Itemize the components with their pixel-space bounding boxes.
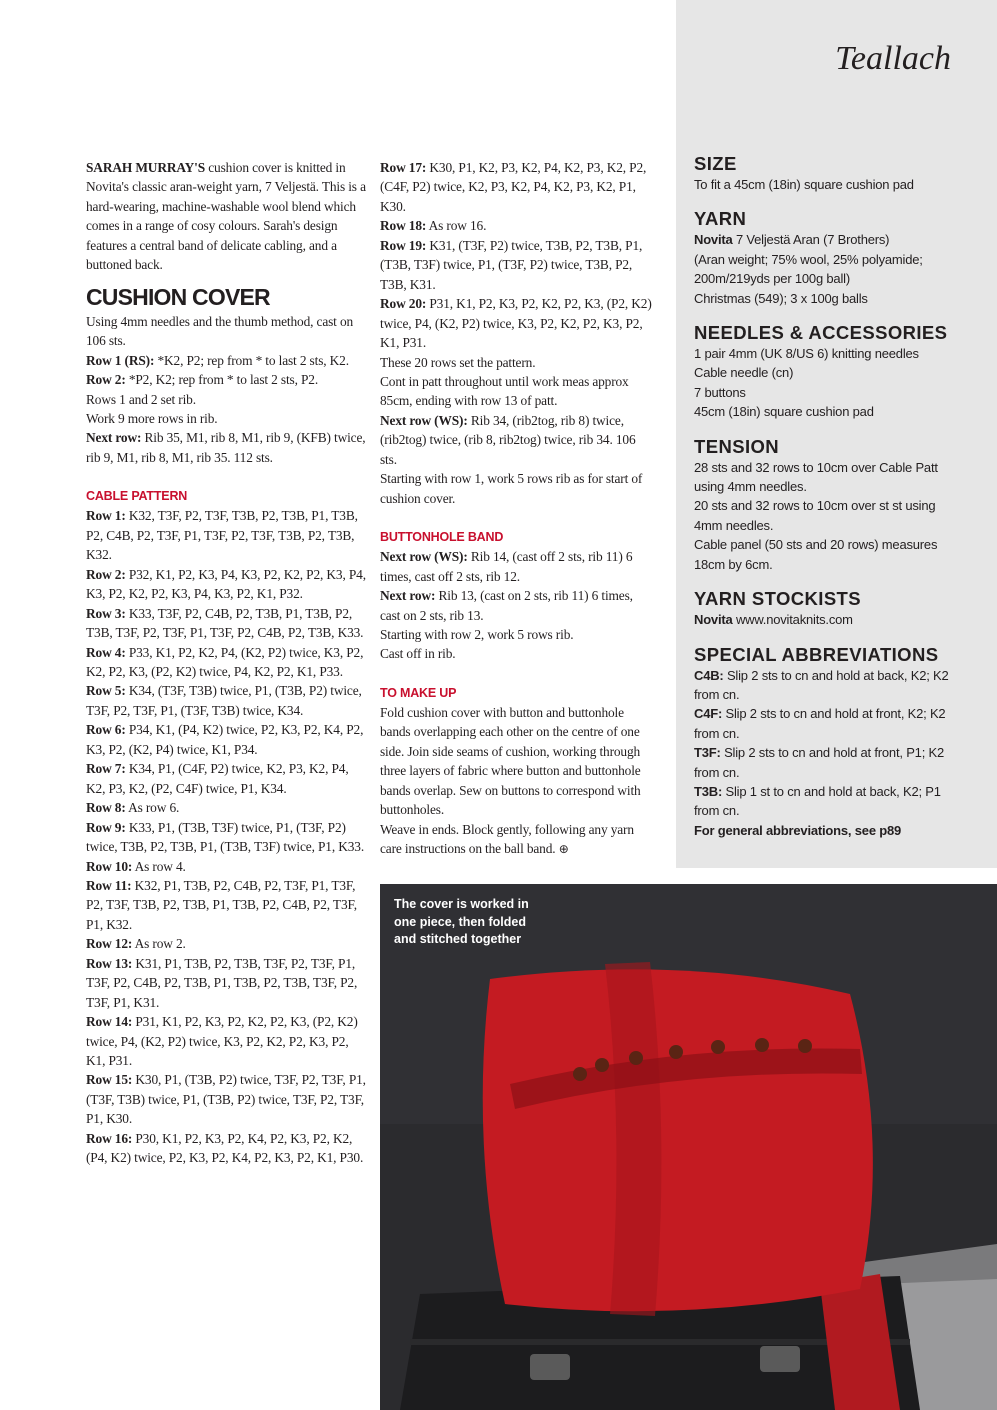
cushion-cover-para: Row 1 (RS): *K2, P2; rep from * to last 2 sts, K2. [86, 352, 349, 368]
pattern-row: Row 10: As row 4. [86, 858, 186, 874]
cushion-cover-heading: CUSHION COVER [86, 283, 270, 310]
column-3 [694, 153, 964, 854]
size-section [694, 153, 964, 194]
cushion-cover-para: Using 4mm needles and the thumb method, cast on 106 sts. [86, 313, 354, 349]
cushion-cover-para: Row 2: *P2, K2; rep from * to last 2 sts, P2. [86, 372, 319, 388]
abbreviations-section [694, 644, 964, 841]
pattern-row: Row 13: K31, P1, T3B, P2, T3B, T3F, P2, T3F, P1, T3F, P2, C4B, P2, T3B, P1, T3B, P2, T3B, T3F, P2, T3F, P1, K31. [86, 955, 358, 1010]
cable-pattern-rows-cont [380, 158, 652, 508]
to-make-up-heading: TO MAKE UP [380, 685, 457, 700]
yarn-line: Christmas (549); 3 x 100g balls [694, 290, 868, 306]
pattern-row: Row 1: K32, T3F, P2, T3F, T3B, P2, T3B, P1, T3B, P2, C4B, P2, T3F, P1, T3F, P2, T3F, T3B, P2, T3B, K32. [86, 508, 358, 563]
to-make-up-text-end: Weave in ends. Block gently, following any yarn care instructions on the ball band. ⊕ [380, 821, 634, 857]
cushion-photo [380, 884, 997, 1410]
column-2 [380, 158, 652, 860]
pattern-row: Next row (WS): Rib 14, (cast off 2 sts, rib 11) 6 times, cast off 2 sts, rib 12. [380, 549, 633, 584]
needles-item: 1 pair 4mm (UK 8/US 6) knitting needles [694, 346, 919, 362]
size-heading: SIZE [694, 153, 737, 174]
buttonhole-band-rows [380, 547, 652, 664]
stockists-heading: YARN STOCKISTS [694, 588, 861, 610]
tension-item: Cable panel (50 sts and 20 rows) measures 18cm by 6cm. [694, 537, 938, 572]
pattern-row: Cont in patt throughout until work meas approx 85cm, ending with row 13 of patt. [380, 373, 629, 409]
cushion-cover-body [86, 312, 368, 468]
pattern-row: Row 2: P32, K1, P2, K3, P4, K3, P2, K2, P2, K3, P4, K3, P2, K2, P2, K3, P4, K3, P2, K1, P32. [86, 566, 366, 602]
end-mark-icon: ⊕ [558, 842, 569, 857]
pattern-row: Next row (WS): Rib 34, (rib2tog, rib 8) twice, (rib2tog) twice, (rib 8, rib2tog) twice, rib 34. 106 sts. [380, 412, 636, 467]
cable-pattern-rows [86, 506, 368, 1167]
pattern-row: Next row: Rib 13, (cast on 2 sts, rib 11) 6 times, cast on 2 sts, rib 13. [380, 588, 633, 623]
pattern-row: Row 5: K34, (T3F, T3B) twice, P1, (T3B, P2) twice, T3F, P2, T3F, P1, (T3F, T3B) twice, K34. [86, 683, 362, 718]
abbreviations-heading: SPECIAL ABBREVIATIONS [694, 643, 939, 665]
needles-item: 7 buttons [694, 384, 746, 400]
cushion-cover-para: Rows 1 and 2 set rib. [86, 391, 196, 407]
size-text: To fit a 45cm (18in) square cushion pad [694, 177, 914, 192]
pattern-row: Row 19: K31, (T3F, P2) twice, T3B, P2, T3B, P1, (T3B, T3F) twice, P1, (T3F, P2) twice, T3B, P2, T3B, K31. [380, 237, 643, 292]
tension-heading: TENSION [694, 435, 780, 457]
pattern-row: Starting with row 2, work 5 rows rib. [380, 626, 574, 642]
buttonhole-band-heading: BUTTONHOLE BAND [380, 530, 504, 545]
pattern-row: Row 6: P34, K1, (P4, K2) twice, P2, K3, P2, K4, P2, K3, P2, (K2, P4) twice, K1, P34. [86, 722, 364, 757]
abbreviation-item: T3B: Slip 1 st to cn and hold at back, K2; P1 from cn. [694, 783, 941, 819]
cable-pattern-heading: CABLE PATTERN [86, 489, 188, 504]
pattern-row: Row 18: As row 16. [380, 218, 487, 234]
yarn-line: Novita 7 Veljestä Aran (7 Brothers) [694, 232, 890, 248]
stockists-url: www.novitaknits.com [732, 612, 853, 628]
pattern-row: Row 16: P30, K1, P2, K3, P2, K4, P2, K3, P2, K2, (P4, K2) twice, P2, K3, P2, K4, P2, K3, P2, K1, P30. [86, 1130, 364, 1166]
pattern-row: These 20 rows set the pattern. [380, 354, 536, 370]
pattern-row: Row 8: As row 6. [86, 800, 180, 816]
needles-section [694, 322, 964, 422]
stockists-section [694, 588, 964, 629]
cushion-cover-para: Next row: Rib 35, M1, rib 8, M1, rib 9, (KFB) twice, rib 9, M1, rib 8, M1, rib 35. 112 sts. [86, 430, 366, 465]
pattern-row: Row 11: K32, P1, T3B, P2, C4B, P2, T3F, P1, T3F, P2, T3F, T3B, P2, T3B, P1, T3B, P2, C4B, P2, T3F, P1, K32. [86, 877, 357, 932]
pattern-row: Row 20: P31, K1, P2, K3, P2, K2, P2, K3, (P2, K2) twice, P4, (K2, P2) twice, K3, P2, K2, P2, K3, P2, K1, P31. [380, 296, 652, 351]
abbreviations-footer: For general abbreviations, see p89 [694, 822, 902, 838]
abbreviation-item: C4F: Slip 2 sts to cn and hold at front, K2; K2 from cn. [694, 706, 946, 741]
pattern-row: Row 4: P33, K1, P2, K2, P4, (K2, P2) twice, K3, P2, K2, P2, K3, (P2, K2) twice, P4, K2, P2, K1, P33. [86, 644, 364, 679]
tension-section [694, 436, 964, 574]
abbreviation-item: T3F: Slip 2 sts to cn and hold at front, P1; K2 from cn. [694, 745, 945, 780]
stockists-line: Novita www.novitaknits.com [694, 612, 853, 628]
tension-item: 20 sts and 32 rows to 10cm over st st using 4mm needles. [694, 498, 936, 533]
needles-item: 45cm (18in) square cushion pad [694, 404, 874, 420]
pattern-row: Row 15: K30, P1, (T3B, P2) twice, T3F, P2, T3F, P1, (T3F, T3B) twice, P1, (T3B, P2) twice, T3F, P2, T3F, P1, K30. [86, 1072, 366, 1127]
page-title: Teallach [835, 40, 951, 77]
pattern-row: Row 17: K30, P1, K2, P3, K2, P4, K2, P3, K2, P2, (C4F, P2) twice, K2, P3, K2, P4, K2, P3, K2, P1, K30. [380, 160, 647, 214]
intro-paragraph [86, 158, 368, 275]
cushion-illustration [380, 884, 997, 1410]
pattern-row: Cast off in rib. [380, 646, 456, 662]
yarn-line: (Aran weight; 75% wool, 25% polyamide; 200m/219yds per 100g ball) [694, 251, 923, 287]
pattern-row: Row 9: K33, P1, (T3B, T3F) twice, P1, (T3F, P2) twice, T3B, P2, T3B, P1, (T3B, T3F) twice, P1, K33. [86, 819, 365, 855]
tension-item: 28 sts and 32 rows to 10cm over Cable Patt using 4mm needles. [694, 459, 938, 495]
intro-author: SARAH MURRAY'S [86, 160, 206, 175]
pattern-row: Starting with row 1, work 5 rows rib as for start of cushion cover. [380, 471, 643, 506]
needles-heading: NEEDLES & ACCESSORIES [694, 322, 948, 344]
pattern-row: Row 12: As row 2. [86, 936, 186, 952]
yarn-heading: YARN [694, 208, 747, 230]
abbreviation-item: C4B: Slip 2 sts to cn and hold at back, K2; K2 from cn. [694, 667, 949, 702]
cushion-cover-para: Work 9 more rows in rib. [86, 410, 218, 426]
to-make-up-text: Fold cushion cover with button and buttonhole bands overlapping each other on the centre of one side. Join side seams of cushion, working through three layers of fabric where button and buttonhole bands overlap. Sew on buttons to correspond with buttonholes. [380, 704, 641, 818]
photo-caption: The cover is worked in one piece, then folded and stitched together [394, 897, 529, 946]
pattern-row: Row 3: K33, T3F, P2, C4B, P2, T3B, P1, T3B, P2, T3B, T3F, P2, T3F, P1, T3F, P2, C4B, P2, T3B, K33. [86, 605, 364, 641]
pattern-row: Row 14: P31, K1, P2, K3, P2, K2, P2, K3, (P2, K2) twice, P4, (K2, P2) twice, K3, P2, K2, P2, K3, P2, K1, P31. [86, 1014, 358, 1069]
needles-item: Cable needle (cn) [694, 365, 794, 381]
yarn-section [694, 208, 964, 308]
column-1 [86, 158, 368, 1168]
intro-text: cushion cover is knitted in Novita's classic aran-weight yarn, 7 Veljestä. This is a hard-wearing, machine-washable wool blend which comes in a range of cosy colours. Sarah's design features a central band of delicate cabling, and a buttoned back. [86, 160, 366, 273]
pattern-row: Row 7: K34, P1, (C4F, P2) twice, K2, P3, K2, P4, K2, P3, K2, (P2, C4F) twice, P1, K34. [86, 761, 349, 796]
